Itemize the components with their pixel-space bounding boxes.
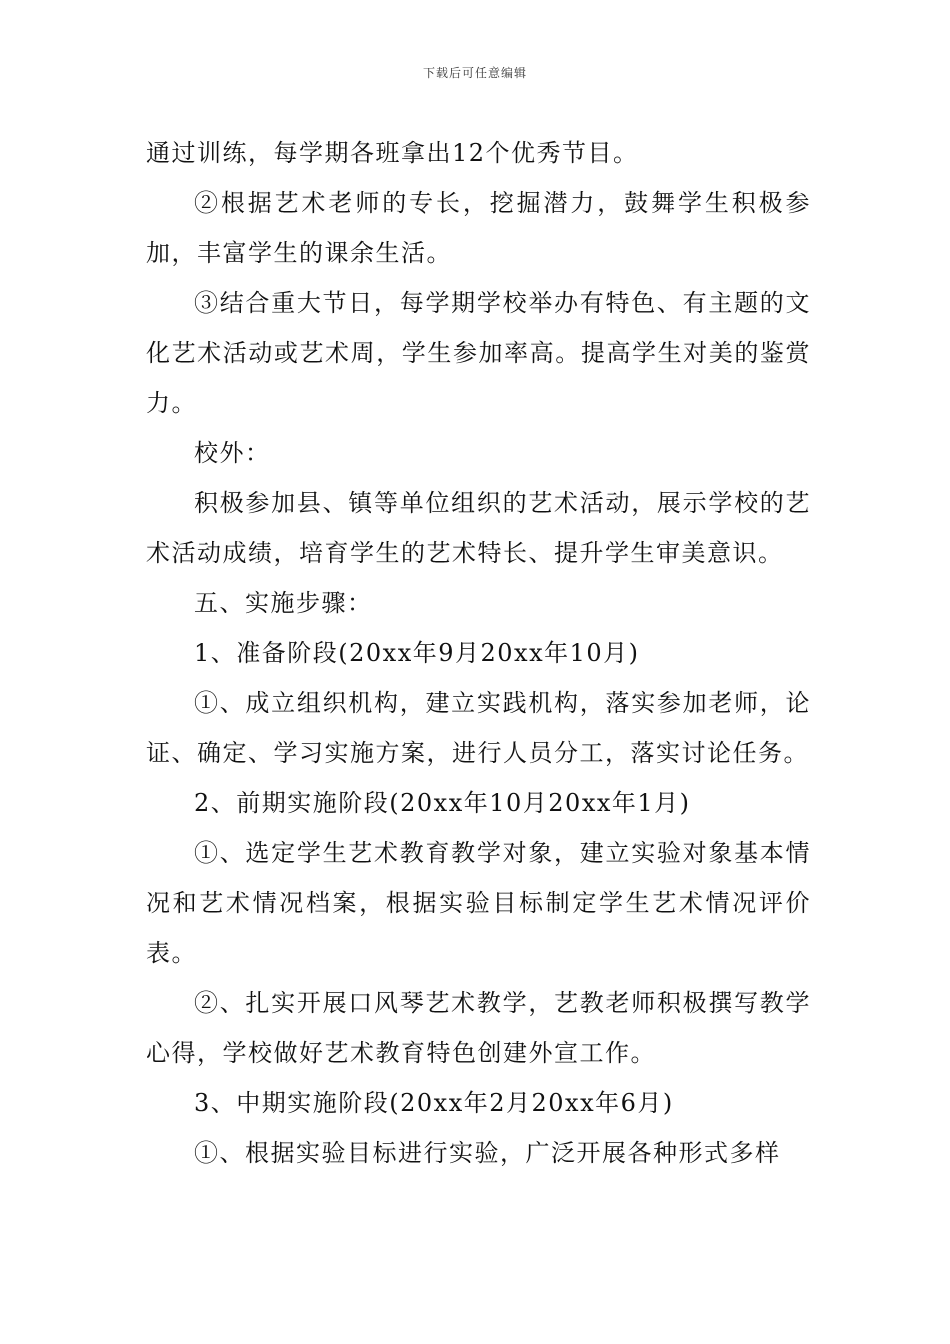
- stage-3-heading: 3、中期实施阶段(20xx年2月20xx年6月): [194, 1089, 674, 1117]
- paragraph-8: ①、成立组织机构，建立实践机构，落实参加老师，论证、确定、学习实施方案，进行人员分工，落实讨论任务。: [146, 689, 811, 767]
- stage-1-heading: 1、准备阶段(20xx年9月20xx年10月): [194, 639, 640, 667]
- paragraph-11: ②、扎实开展口风琴艺术教学，艺教老师积极撰写教学心得，学校做好艺术教育特色创建外宣工作。: [146, 989, 811, 1067]
- paragraph-5: 积极参加县、镇等单位组织的艺术活动，展示学校的艺术活动成绩，培育学生的艺术特长、提升学生审美意识。: [146, 489, 811, 567]
- stage-2-heading: 2、前期实施阶段(20xx年10月20xx年1月): [194, 789, 691, 817]
- paragraph-3: ③结合重大节日，每学期学校举办有特色、有主题的文化艺术活动或艺术周，学生参加率高。提高学生对美的鉴赏力。: [146, 289, 811, 417]
- page-header: 下载后可任意编辑: [422, 66, 527, 80]
- paragraph-13: ①、根据实验目标进行实验，广泛开展各种形式多样: [194, 1139, 781, 1167]
- paragraph-4: 校外：: [194, 439, 271, 467]
- document-body: [146, 128, 811, 1178]
- section-heading: 五、实施步骤：: [194, 589, 373, 617]
- paragraph-1: 通过训练，每学期各班拿出12个优秀节目。: [146, 139, 639, 167]
- paragraph-2: ②根据艺术老师的专长，挖掘潜力，鼓舞学生积极参加，丰富学生的课余生活。: [146, 189, 811, 267]
- paragraph-10: ①、选定学生艺术教育教学对象，建立实验对象基本情况和艺术情况档案，根据实验目标制定学生艺术情况评价表。: [146, 839, 811, 967]
